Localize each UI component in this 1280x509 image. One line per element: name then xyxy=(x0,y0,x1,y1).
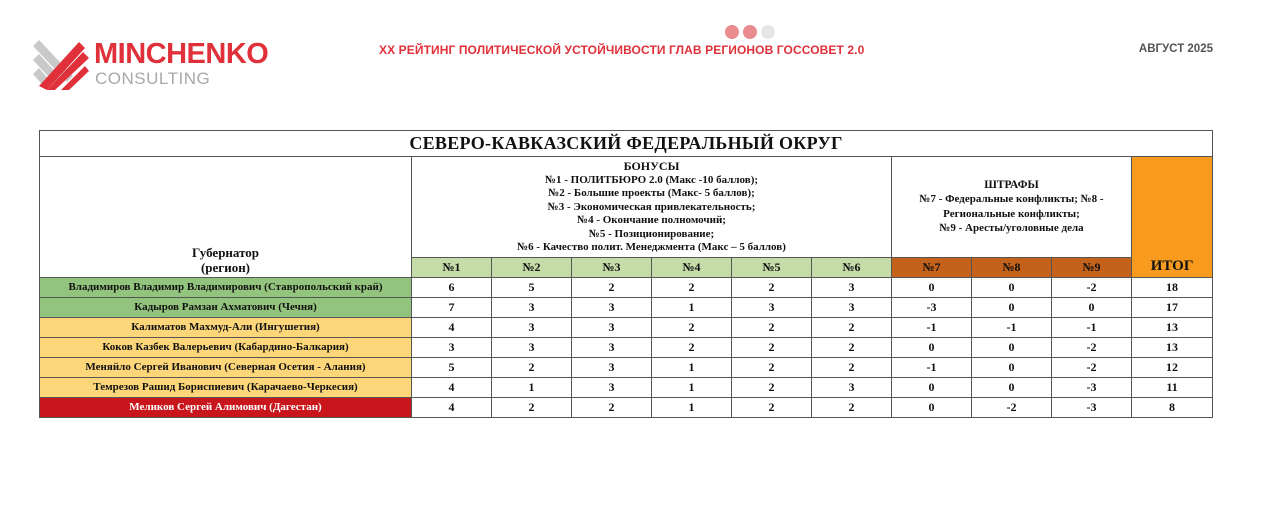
bonus-line-1: №1 - ПОЛИТБЮРО 2.0 (Макс -10 баллов); xyxy=(544,173,759,186)
score-cell: 3 xyxy=(812,377,892,397)
column-header: №8 xyxy=(972,257,1052,277)
score-cell: -2 xyxy=(1052,357,1132,377)
score-cell: 0 xyxy=(972,337,1052,357)
score-cell: 3 xyxy=(812,297,892,317)
score-cell: 0 xyxy=(972,277,1052,297)
bonus-line-3: №3 - Экономическая привлекательность; xyxy=(547,200,756,213)
score-cell: 1 xyxy=(652,297,732,317)
score-cell: -1 xyxy=(892,357,972,377)
score-cell: 2 xyxy=(492,357,572,377)
score-cell: -3 xyxy=(1052,377,1132,397)
score-cell: 2 xyxy=(732,317,812,337)
score-cell: 0 xyxy=(892,377,972,397)
bonus-line-6: №6 - Качество полит. Менеджмента (Макс – 5 баллов) xyxy=(517,241,786,253)
score-cell: 6 xyxy=(412,277,492,297)
score-cell: -2 xyxy=(1052,277,1132,297)
logo-stripes-icon xyxy=(33,38,89,90)
page-dot-2[interactable] xyxy=(743,25,757,39)
score-cell: 2 xyxy=(732,377,812,397)
score-cell: 4 xyxy=(412,317,492,337)
score-cell: 2 xyxy=(572,397,652,417)
district-title: СЕВЕРО-КАВКАЗСКИЙ ФЕДЕРАЛЬНЫЙ ОКРУГ xyxy=(40,131,1213,157)
governor-name: Коков Казбек Валерьевич (Кабардино-Балкария) xyxy=(40,337,412,357)
column-header: №7 xyxy=(892,257,972,277)
governor-header-line-1: Губернатор xyxy=(191,244,260,260)
governor-name: Меняйло Сергей Иванович (Северная Осетия - Алания) xyxy=(40,357,412,377)
total-cell: 18 xyxy=(1132,277,1213,297)
score-cell: 2 xyxy=(732,337,812,357)
score-cell: 7 xyxy=(412,297,492,317)
score-cell: 0 xyxy=(892,337,972,357)
penalty-line-2: Региональные конфликты; xyxy=(943,207,1080,220)
penalty-title: ШТРАФЫ xyxy=(984,178,1039,191)
score-cell: 2 xyxy=(572,277,652,297)
score-cell: 5 xyxy=(412,357,492,377)
page-dot-3[interactable] xyxy=(761,25,775,39)
report-title: XX РЕЙТИНГ ПОЛИТИЧЕСКОЙ УСТОЙЧИВОСТИ ГЛАВ РЕГИОНОВ ГОССОВЕТ 2.0 xyxy=(379,43,865,57)
score-cell: 1 xyxy=(652,377,732,397)
score-cell: 2 xyxy=(812,317,892,337)
score-cell: 0 xyxy=(972,377,1052,397)
table-row xyxy=(40,397,1213,417)
total-header: ИТОГ xyxy=(1132,157,1213,278)
score-cell: 0 xyxy=(972,297,1052,317)
score-cell: 3 xyxy=(492,337,572,357)
score-cell: 2 xyxy=(652,337,732,357)
score-cell: 1 xyxy=(652,357,732,377)
column-header: №1 xyxy=(412,257,492,277)
governor-name: Темрезов Рашид Бориспиевич (Карачаево-Черкесия) xyxy=(40,377,412,397)
score-cell: 0 xyxy=(1052,297,1132,317)
column-header: №5 xyxy=(732,257,812,277)
score-cell: 3 xyxy=(812,277,892,297)
bonus-title: БОНУСЫ xyxy=(623,159,680,173)
bonus-line-4: №4 - Окончание полномочий; xyxy=(577,214,726,226)
column-header: №4 xyxy=(652,257,732,277)
table-row xyxy=(40,337,1213,357)
score-cell: 3 xyxy=(572,297,652,317)
table-row xyxy=(40,377,1213,397)
column-header: №6 xyxy=(812,257,892,277)
score-cell: 3 xyxy=(572,357,652,377)
score-cell: 3 xyxy=(732,297,812,317)
score-cell: 3 xyxy=(572,337,652,357)
score-cell: 3 xyxy=(572,317,652,337)
score-cell: 0 xyxy=(892,277,972,297)
score-cell: -3 xyxy=(892,297,972,317)
logo-name: MINCHENKO xyxy=(94,38,269,70)
score-cell: -2 xyxy=(972,397,1052,417)
score-cell: 2 xyxy=(732,357,812,377)
score-cell: 2 xyxy=(652,317,732,337)
table-row xyxy=(40,317,1213,337)
total-cell: 8 xyxy=(1132,397,1213,417)
score-cell: -2 xyxy=(1052,337,1132,357)
score-cell: 4 xyxy=(412,377,492,397)
governor-name: Меликов Сергей Алимович (Дагестан) xyxy=(40,397,412,417)
bonus-line-2: №2 - Большие проекты (Макс- 5 баллов); xyxy=(548,187,755,199)
column-header: №3 xyxy=(572,257,652,277)
penalty-line-1: №7 - Федеральные конфликты; №8 - xyxy=(919,193,1104,206)
penalty-header xyxy=(892,157,1132,258)
governor-header-line-2: (регион) xyxy=(200,259,251,275)
score-cell: -3 xyxy=(1052,397,1132,417)
score-cell: 0 xyxy=(892,397,972,417)
logo-subtitle: CONSULTING xyxy=(95,69,211,88)
minchenko-logo xyxy=(33,36,283,92)
score-cell: 2 xyxy=(812,357,892,377)
score-cell: -1 xyxy=(892,317,972,337)
score-cell: 3 xyxy=(572,377,652,397)
score-cell: 3 xyxy=(412,337,492,357)
total-cell: 11 xyxy=(1132,377,1213,397)
table-row xyxy=(40,297,1213,317)
score-cell: 2 xyxy=(812,337,892,357)
total-cell: 12 xyxy=(1132,357,1213,377)
total-cell: 17 xyxy=(1132,297,1213,317)
score-cell: 2 xyxy=(812,397,892,417)
score-cell: -1 xyxy=(972,317,1052,337)
score-cell: 2 xyxy=(732,277,812,297)
score-cell: 2 xyxy=(732,397,812,417)
total-cell: 13 xyxy=(1132,317,1213,337)
score-cell: 0 xyxy=(972,357,1052,377)
table-row xyxy=(40,277,1213,297)
rating-table xyxy=(39,130,1213,418)
report-date: АВГУСТ 2025 xyxy=(1138,43,1213,55)
score-cell: 3 xyxy=(492,297,572,317)
bonus-line-5: №5 - Позиционирование; xyxy=(588,227,715,240)
score-cell: 4 xyxy=(412,397,492,417)
score-cell: 2 xyxy=(492,397,572,417)
bonus-header xyxy=(412,157,892,258)
score-cell: -1 xyxy=(1052,317,1132,337)
score-cell: 2 xyxy=(652,277,732,297)
column-header: №9 xyxy=(1052,257,1132,277)
total-cell: 13 xyxy=(1132,337,1213,357)
column-header: №2 xyxy=(492,257,572,277)
score-cell: 1 xyxy=(652,397,732,417)
pagination-dots xyxy=(725,25,779,39)
table-body xyxy=(40,277,1213,417)
governor-name: Калиматов Махмуд-Али (Ингушетия) xyxy=(40,317,412,337)
score-cell: 3 xyxy=(492,317,572,337)
governor-header xyxy=(40,157,412,278)
table-row xyxy=(40,357,1213,377)
page-dot-1[interactable] xyxy=(725,25,739,39)
governor-name: Владимиров Владимир Владимирович (Ставропольский край) xyxy=(40,277,412,297)
governor-name: Кадыров Рамзан Ахматович (Чечня) xyxy=(40,297,412,317)
penalty-line-3: №9 - Аресты/уголовные дела xyxy=(939,222,1084,235)
score-cell: 5 xyxy=(492,277,572,297)
score-cell: 1 xyxy=(492,377,572,397)
